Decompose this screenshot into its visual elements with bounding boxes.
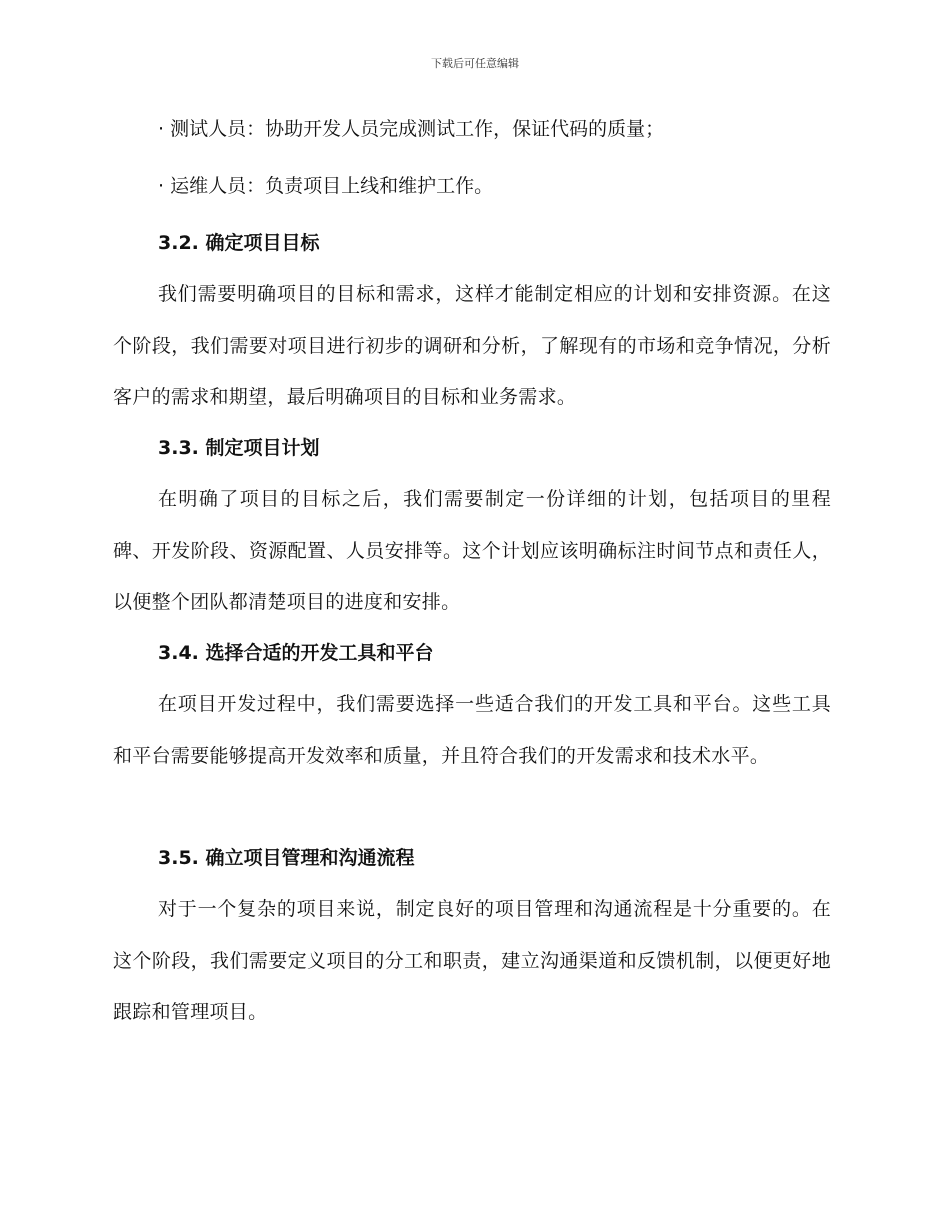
section-paragraph-3-4: 在项目开发过程中，我们需要选择一些适合我们的开发工具和平台。这些工具和平台需要能够提高开发效率和质量，并且符合我们的开发需求和技术水平。 <box>113 693 831 767</box>
header-note: 下载后可任意编辑 <box>431 57 519 70</box>
section-heading-3-3: 3.3. 制定项目计划 <box>158 437 320 459</box>
section-heading-3-2: 3.2. 确定项目目标 <box>158 232 320 254</box>
section-paragraph-3-2: 我们需要明确项目的目标和需求，这样才能制定相应的计划和安排资源。在这个阶段，我们需要对项目进行初步的调研和分析，了解现有的市场和竞争情况，分析客户的需求和期望，最后明确项目的目标和业务需求。 <box>113 283 831 408</box>
section-heading-3-4: 3.4. 选择合适的开发工具和平台 <box>158 642 434 664</box>
section-paragraph-3-5: 对于一个复杂的项目来说，制定良好的项目管理和沟通流程是十分重要的。在这个阶段，我们需要定义项目的分工和职责，建立沟通渠道和反馈机制，以便更好地跟踪和管理项目。 <box>113 898 831 1023</box>
section-paragraph-3-3: 在明确了项目的目标之后，我们需要制定一份详细的计划，包括项目的里程碑、开发阶段、资源配置、人员安排等。这个计划应该明确标注时间节点和责任人，以便整个团队都清楚项目的进度和安排。 <box>113 488 831 613</box>
bullet-ops: · 运维人员：负责项目上线和维护工作。 <box>158 175 494 197</box>
bullet-testers: · 测试人员：协助开发人员完成测试工作，保证代码的质量； <box>158 118 665 140</box>
section-heading-3-5: 3.5. 确立项目管理和沟通流程 <box>158 847 415 869</box>
